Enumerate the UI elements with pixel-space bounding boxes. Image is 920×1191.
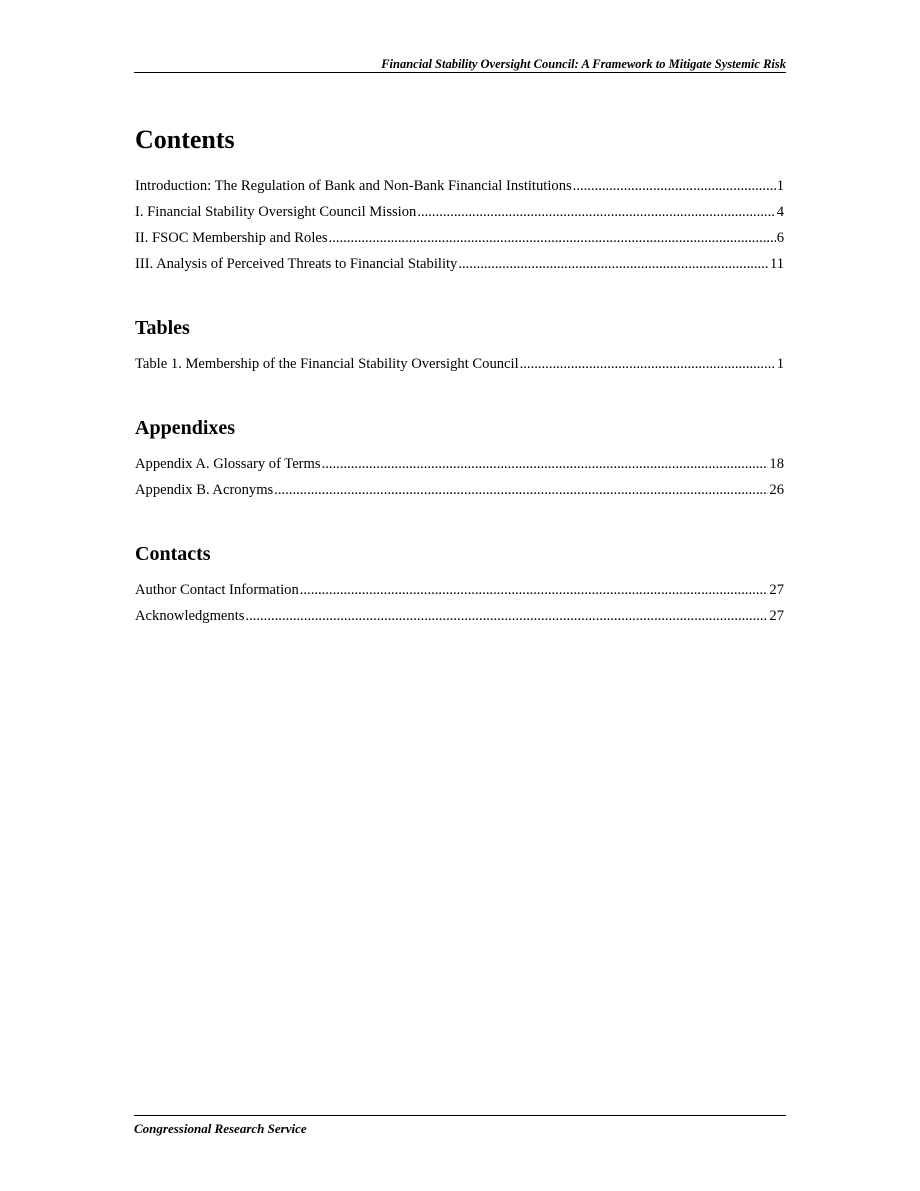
toc-entry-page: 27: [769, 608, 784, 624]
toc-entry-page: 26: [769, 482, 784, 498]
running-header: Financial Stability Oversight Council: A Framework to Mitigate Systemic Risk: [134, 56, 786, 73]
toc-entry-title: II. FSOC Membership and Roles: [135, 230, 328, 246]
toc-entry-page: 6: [776, 230, 784, 246]
toc-entry[interactable]: [135, 354, 784, 374]
toc-entry-page: 11: [769, 256, 784, 272]
toc-dot-leader: [573, 176, 776, 196]
toc-entry-title: Author Contact Information: [135, 582, 299, 598]
toc-entry-title: Table 1. Membership of the Financial Stability Oversight Council: [135, 356, 519, 372]
toc-dot-leader: [300, 580, 769, 600]
toc-dot-leader: [329, 228, 776, 248]
toc-dot-leader: [274, 480, 768, 500]
tables-heading: Tables: [135, 317, 190, 339]
toc-entry-title: Acknowledgments: [135, 608, 245, 624]
contents-heading: Contents: [135, 125, 235, 154]
toc-entry-page: 1: [776, 178, 784, 194]
toc-entry-title: III. Analysis of Perceived Threats to Financial Stability: [135, 256, 458, 272]
toc-entry[interactable]: [135, 202, 784, 222]
toc-dot-leader: [322, 454, 769, 474]
toc-entry-title: I. Financial Stability Oversight Council Mission: [135, 204, 417, 220]
toc-entry[interactable]: [135, 580, 784, 600]
toc-entry[interactable]: [135, 454, 784, 474]
toc-entry-title: Appendix B. Acronyms: [135, 482, 274, 498]
toc-entry[interactable]: [135, 480, 784, 500]
toc-dot-leader: [458, 254, 769, 274]
appendixes-heading: Appendixes: [135, 417, 236, 439]
toc-entry-page: 1: [776, 356, 784, 372]
toc-entry-page: 4: [776, 204, 784, 220]
toc-entry[interactable]: [135, 228, 784, 248]
toc-entry-page: 18: [769, 456, 784, 472]
toc-entry[interactable]: [135, 254, 784, 274]
running-footer: Congressional Research Service: [134, 1115, 786, 1138]
toc-entry-title: Introduction: The Regulation of Bank and Non-Bank Financial Institutions: [135, 178, 572, 194]
toc-dot-leader: [520, 354, 776, 374]
toc-entry[interactable]: [135, 176, 784, 196]
toc-entry-title: Appendix A. Glossary of Terms: [135, 456, 321, 472]
toc-entry-page: 27: [769, 582, 784, 598]
toc-dot-leader: [417, 202, 775, 222]
contacts-heading: Contacts: [135, 543, 211, 565]
toc-entry[interactable]: [135, 606, 784, 626]
toc-dot-leader: [245, 606, 768, 626]
